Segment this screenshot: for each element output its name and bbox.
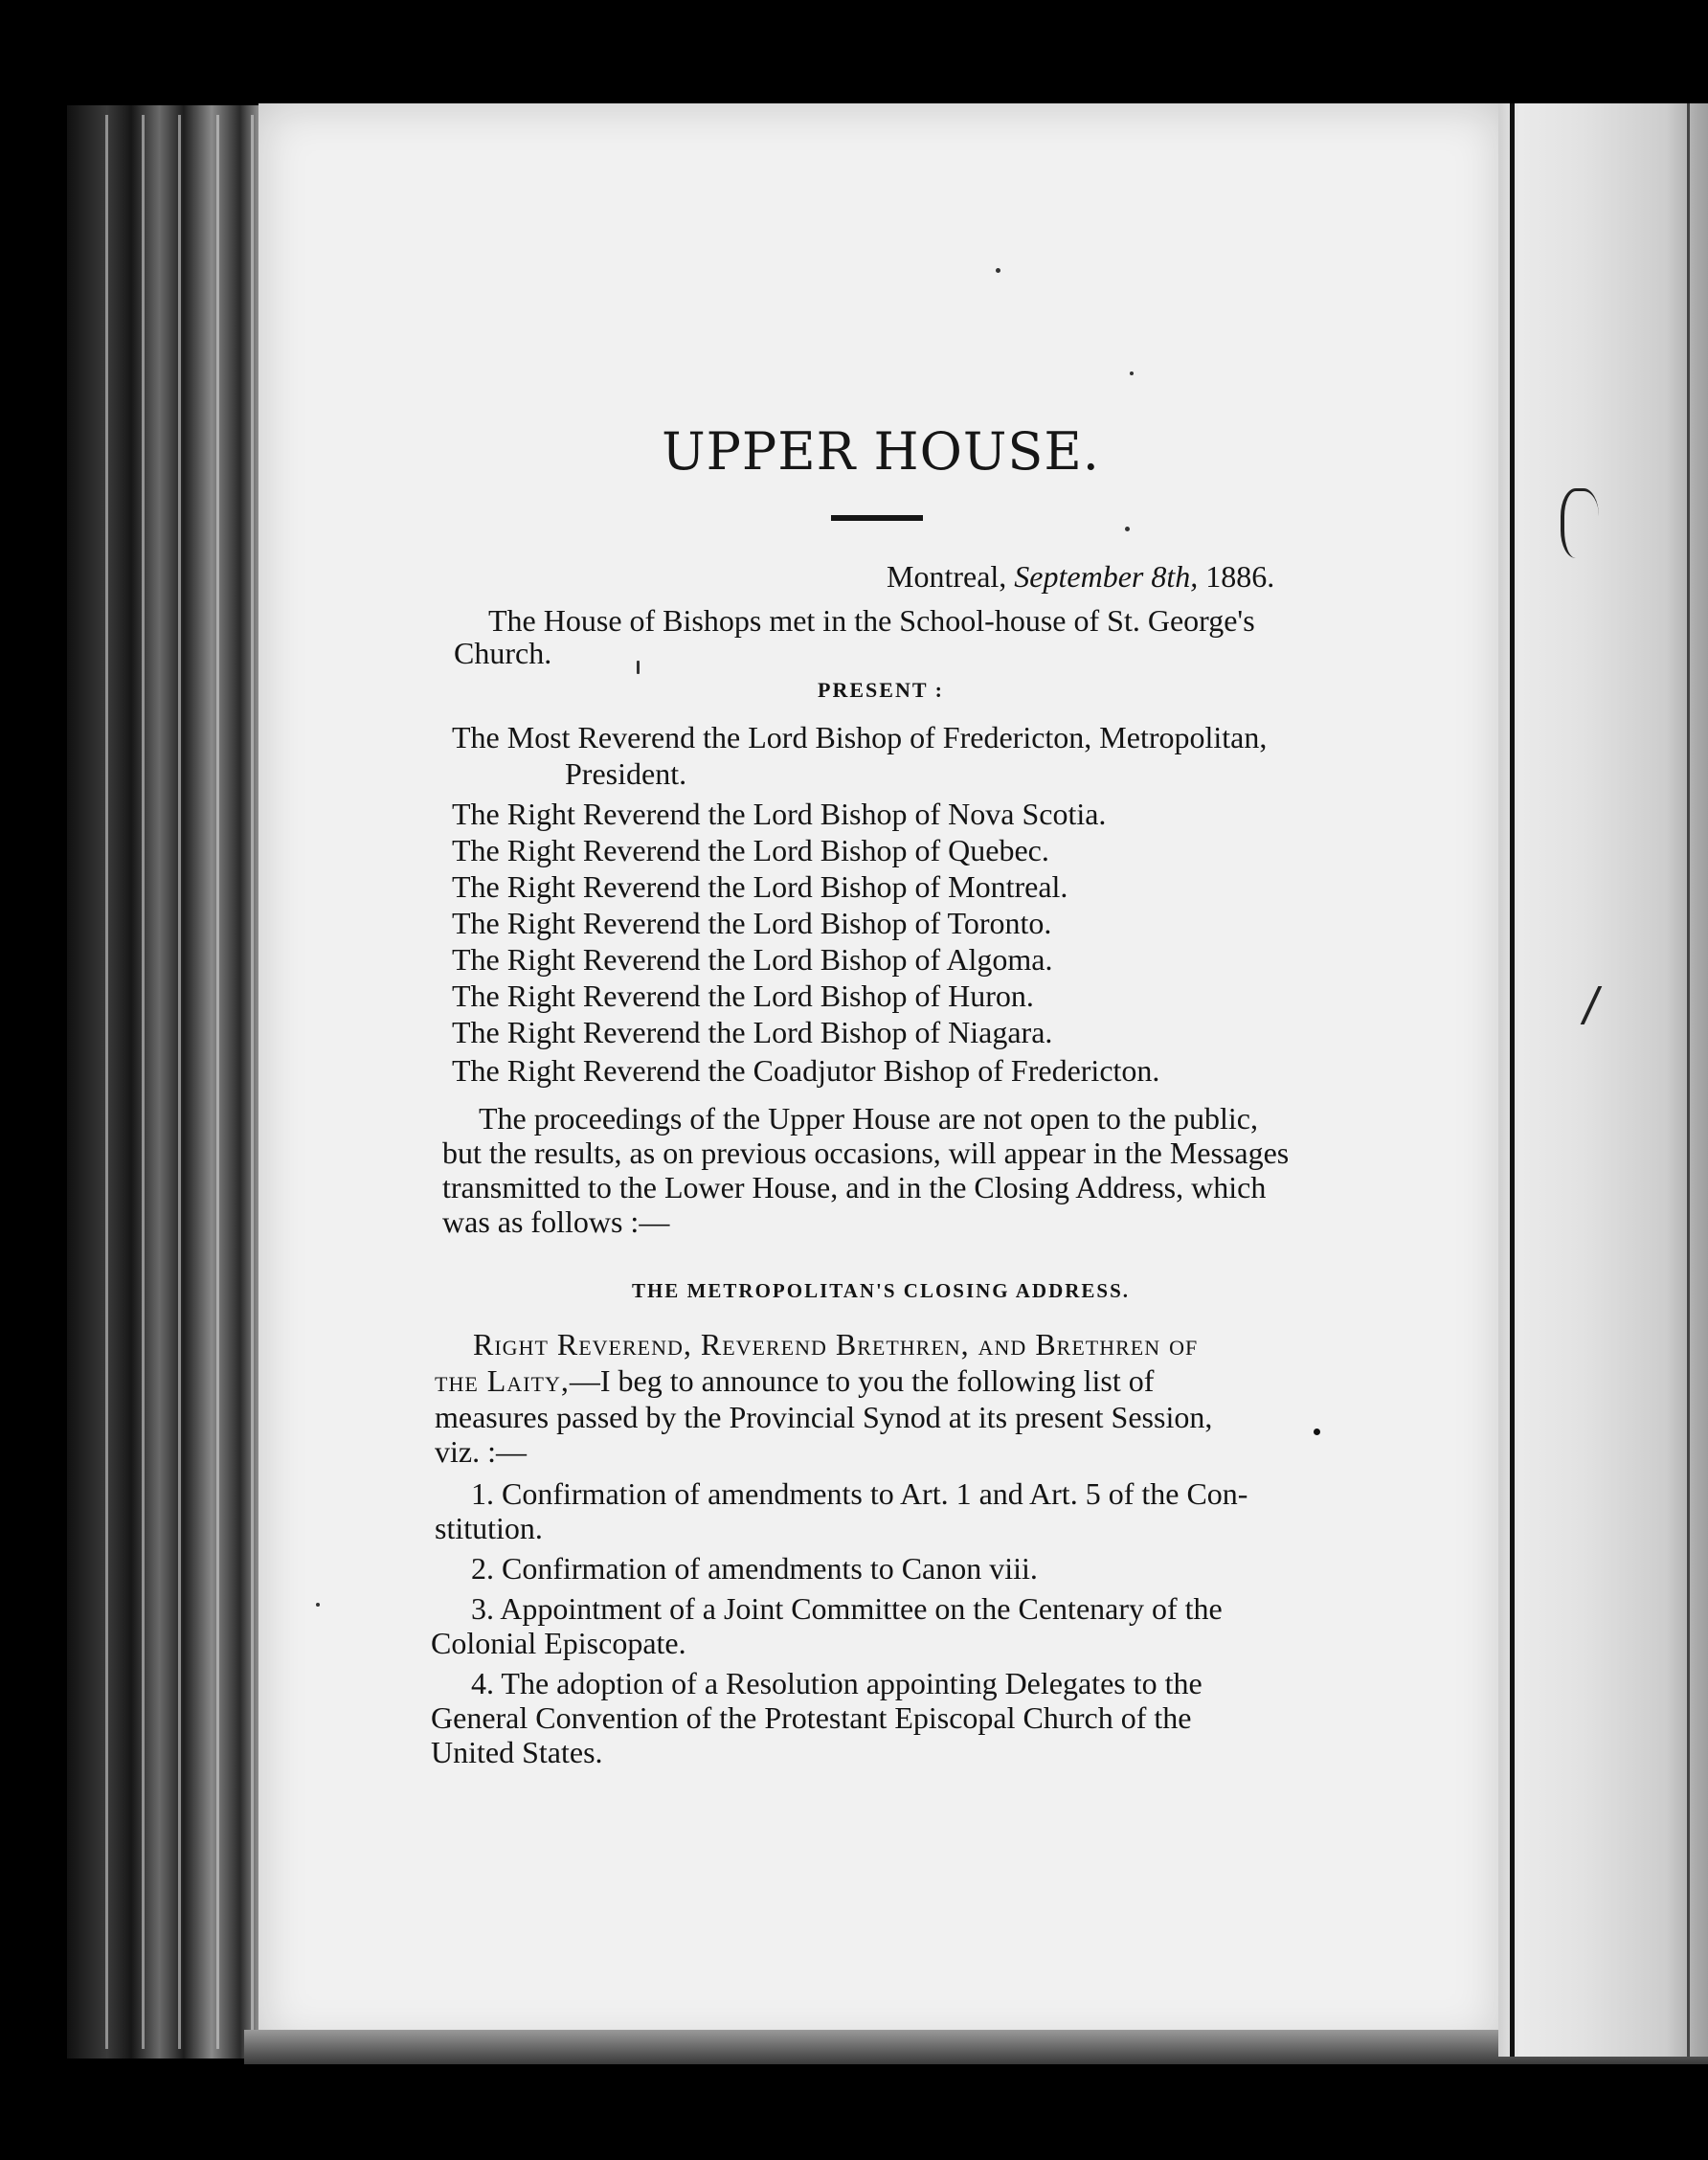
- present-item: The Right Reverend the Lord Bishop of Niagara.: [452, 1015, 1053, 1049]
- adjacent-page-strip: [1498, 103, 1708, 2057]
- page-edge-line: [178, 115, 181, 2049]
- page-edge-line: [216, 115, 219, 2049]
- present-item: The Most Reverend the Lord Bishop of Fredericton, Metropolitan,: [452, 720, 1268, 754]
- dateline-date: September 8th,: [1014, 559, 1199, 594]
- present-heading: PRESENT :: [818, 678, 944, 702]
- present-item: The Right Reverend the Lord Bishop of Toronto.: [452, 906, 1052, 940]
- scan-speck: [996, 268, 1000, 273]
- present-item: The Right Reverend the Lord Bishop of Montreal.: [452, 869, 1068, 904]
- address-salutation-end: the Laity,: [435, 1363, 570, 1398]
- dateline: [887, 559, 1274, 595]
- scan-speck: [316, 1603, 320, 1607]
- present-item: The Right Reverend the Lord Bishop of Algoma.: [452, 942, 1053, 977]
- measure-line: General Convention of the Protestant Episcopal Church of the: [431, 1700, 1192, 1735]
- proceedings-line: transmitted to the Lower House, and in the Closing Address, which: [442, 1170, 1267, 1204]
- measure-line: 4. The adoption of a Resolution appointing Delegates to the: [471, 1666, 1202, 1700]
- address-intro-line: measures passed by the Provincial Synod at its present Session,: [435, 1400, 1213, 1434]
- measure-line: 3. Appointment of a Joint Committee on the Centenary of the: [471, 1591, 1223, 1626]
- scan-speck: [1130, 371, 1134, 375]
- measure-line: stitution.: [435, 1511, 543, 1545]
- present-item: The Right Reverend the Lord Bishop of Quebec.: [452, 833, 1049, 867]
- scan-mark: [1561, 488, 1599, 558]
- measure-line: 2. Confirmation of amendments to Canon viii.: [471, 1551, 1038, 1586]
- proceedings-line: was as follows :—: [442, 1204, 670, 1239]
- address-heading: THE METROPOLITAN'S CLOSING ADDRESS.: [631, 1279, 1131, 1302]
- address-salutation: Right Reverend, Reverend Brethren, and Brethren of: [473, 1327, 1199, 1361]
- dateline-year: 1886.: [1205, 559, 1275, 594]
- measure-line: Colonial Episcopate.: [431, 1626, 686, 1660]
- opening-line-1: The House of Bishops met in the School-house of St. George's: [488, 603, 1255, 638]
- page-edge-line: [105, 115, 108, 2049]
- binding-fold-line: [1510, 103, 1515, 2057]
- address-intro-line: [435, 1363, 1154, 1399]
- proceedings-line: but the results, as on previous occasions, will appear in the Messages: [442, 1136, 1290, 1170]
- scan-speck: [1314, 1429, 1320, 1435]
- scan-speck: [1125, 527, 1130, 531]
- page-bottom-edge: [244, 2030, 1708, 2064]
- address-intro-line: viz. :—: [435, 1434, 527, 1469]
- heading-rule: [831, 515, 923, 521]
- page-edge-line: [251, 115, 254, 2049]
- dateline-place: Montreal,: [887, 559, 1007, 594]
- measure-line: 1. Confirmation of amendments to Art. 1 and Art. 5 of the Con-: [471, 1476, 1248, 1511]
- opening-line-2: Church.: [454, 636, 552, 670]
- present-item: The Right Reverend the Coadjutor Bishop of Fredericton.: [452, 1053, 1160, 1088]
- address-intro-text: —I beg to announce to you the following list of: [569, 1363, 1155, 1398]
- page-edge-line: [142, 115, 145, 2049]
- scan-speck: [637, 661, 640, 674]
- page-stack-edge: [67, 105, 268, 2059]
- present-item: The Right Reverend the Lord Bishop of Nova Scotia.: [452, 797, 1107, 831]
- present-item: President.: [565, 756, 687, 791]
- proceedings-line: The proceedings of the Upper House are not open to the public,: [479, 1101, 1258, 1136]
- adjacent-page-edge: [1687, 103, 1690, 2057]
- measure-line: United States.: [431, 1735, 603, 1769]
- present-item: The Right Reverend the Lord Bishop of Huron.: [452, 979, 1034, 1013]
- page-heading: UPPER HOUSE.: [662, 421, 1100, 482]
